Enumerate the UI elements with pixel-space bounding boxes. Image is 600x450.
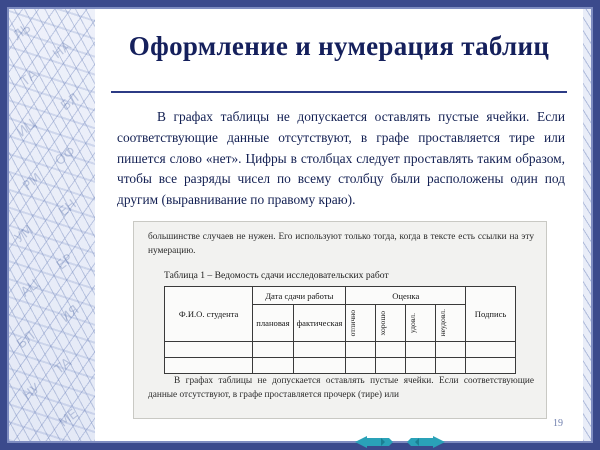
decor-glyph: ЕН	[56, 197, 80, 220]
next-slide-arrow-icon[interactable]	[405, 434, 445, 450]
table-cell	[293, 358, 346, 374]
table-cell	[376, 358, 406, 374]
decor-glyph: НУ	[20, 381, 44, 404]
example-table	[164, 286, 516, 374]
decor-glyph: ОФ	[52, 143, 79, 170]
previous-slide-arrow-icon[interactable]	[355, 434, 395, 450]
title-divider	[111, 91, 567, 93]
decor-glyph: ЛЬ	[10, 20, 35, 45]
decorative-right-strip	[583, 9, 591, 441]
table-row	[165, 358, 516, 374]
table-cell	[436, 358, 466, 374]
table-cell	[253, 358, 293, 374]
table-grade-label: неудовл.	[438, 309, 448, 337]
table-row	[165, 342, 516, 358]
table-cell	[165, 358, 253, 374]
decorative-texture-band	[9, 9, 96, 441]
table-grade-header	[406, 305, 436, 342]
decor-glyph: БЛ	[58, 90, 83, 115]
table-header-cell: Подпись	[466, 287, 516, 342]
table-cell	[436, 342, 466, 358]
table-grade-label: удовл.	[408, 312, 418, 334]
decor-glyph: АЦ	[18, 276, 43, 301]
decor-glyph: ЕР	[54, 251, 76, 274]
scan-table-caption: Таблица 1 – Ведомость сдачи исследовательских работ	[164, 270, 389, 281]
table-cell	[346, 358, 376, 374]
decor-glyph: ТА	[52, 355, 75, 378]
page-number: 19	[553, 418, 563, 429]
table-grade-header	[376, 305, 406, 342]
page-title: Оформление и нумерация таблиц	[128, 31, 550, 61]
decor-glyph: ИЦ	[14, 116, 40, 141]
content-panel	[95, 9, 583, 441]
table-cell	[406, 342, 436, 358]
decor-glyph: ТА	[18, 67, 41, 90]
decor-glyph: БЛ	[14, 328, 39, 353]
table-grade-label: хорошо	[378, 310, 388, 336]
table-cell	[466, 358, 516, 374]
body-paragraph: В графах таблицы не допускается оставлять пустые ячейки. Если соответствующие данные отсутствуют, в графе проставляется тире или пишется слово «нет». Цифры в столбцах следует проставлять таким образом, чтобы все разряды чисел по всему столбцу были расположены один под другим (выравнивание по правому краю).	[117, 109, 565, 208]
table-cell	[293, 342, 346, 358]
table-header-cell: Ф.И.О. студента	[165, 287, 253, 342]
decor-glyph: НА	[50, 38, 75, 63]
decor-glyph: РМ	[20, 170, 45, 195]
table-cell	[165, 342, 253, 358]
table-subheader-cell: фактическая	[293, 305, 346, 342]
decor-glyph: ИЯ	[58, 302, 83, 327]
table-cell	[376, 342, 406, 358]
table-grade-label: отлично	[348, 309, 358, 337]
scanned-page-image	[133, 221, 547, 419]
table-header-cell: Дата сдачи работы	[253, 287, 346, 305]
table-header-cell: Оценка	[346, 287, 466, 305]
decor-glyph: МЕ	[56, 406, 81, 431]
table-grade-header	[346, 305, 376, 342]
scan-top-text: большинстве случаев не нужен. Его используют только тогда, когда в тексте есть ссылки на эту нумерацию.	[148, 232, 534, 256]
table-cell	[406, 358, 436, 374]
decor-glyph: УМ	[12, 222, 37, 247]
table-subheader-cell: плановая	[253, 305, 293, 342]
scan-bottom-text: В графах таблицы не допускается оставлять пустые ячейки. Если соответствующие данные отсутствуют, в графе проставляется прочерк (тире) или	[148, 376, 534, 401]
table-grade-header	[436, 305, 466, 342]
table-cell	[346, 342, 376, 358]
table-cell	[466, 342, 516, 358]
table-header-row	[165, 287, 516, 305]
table-cell	[253, 342, 293, 358]
slide-navigation	[313, 433, 443, 450]
